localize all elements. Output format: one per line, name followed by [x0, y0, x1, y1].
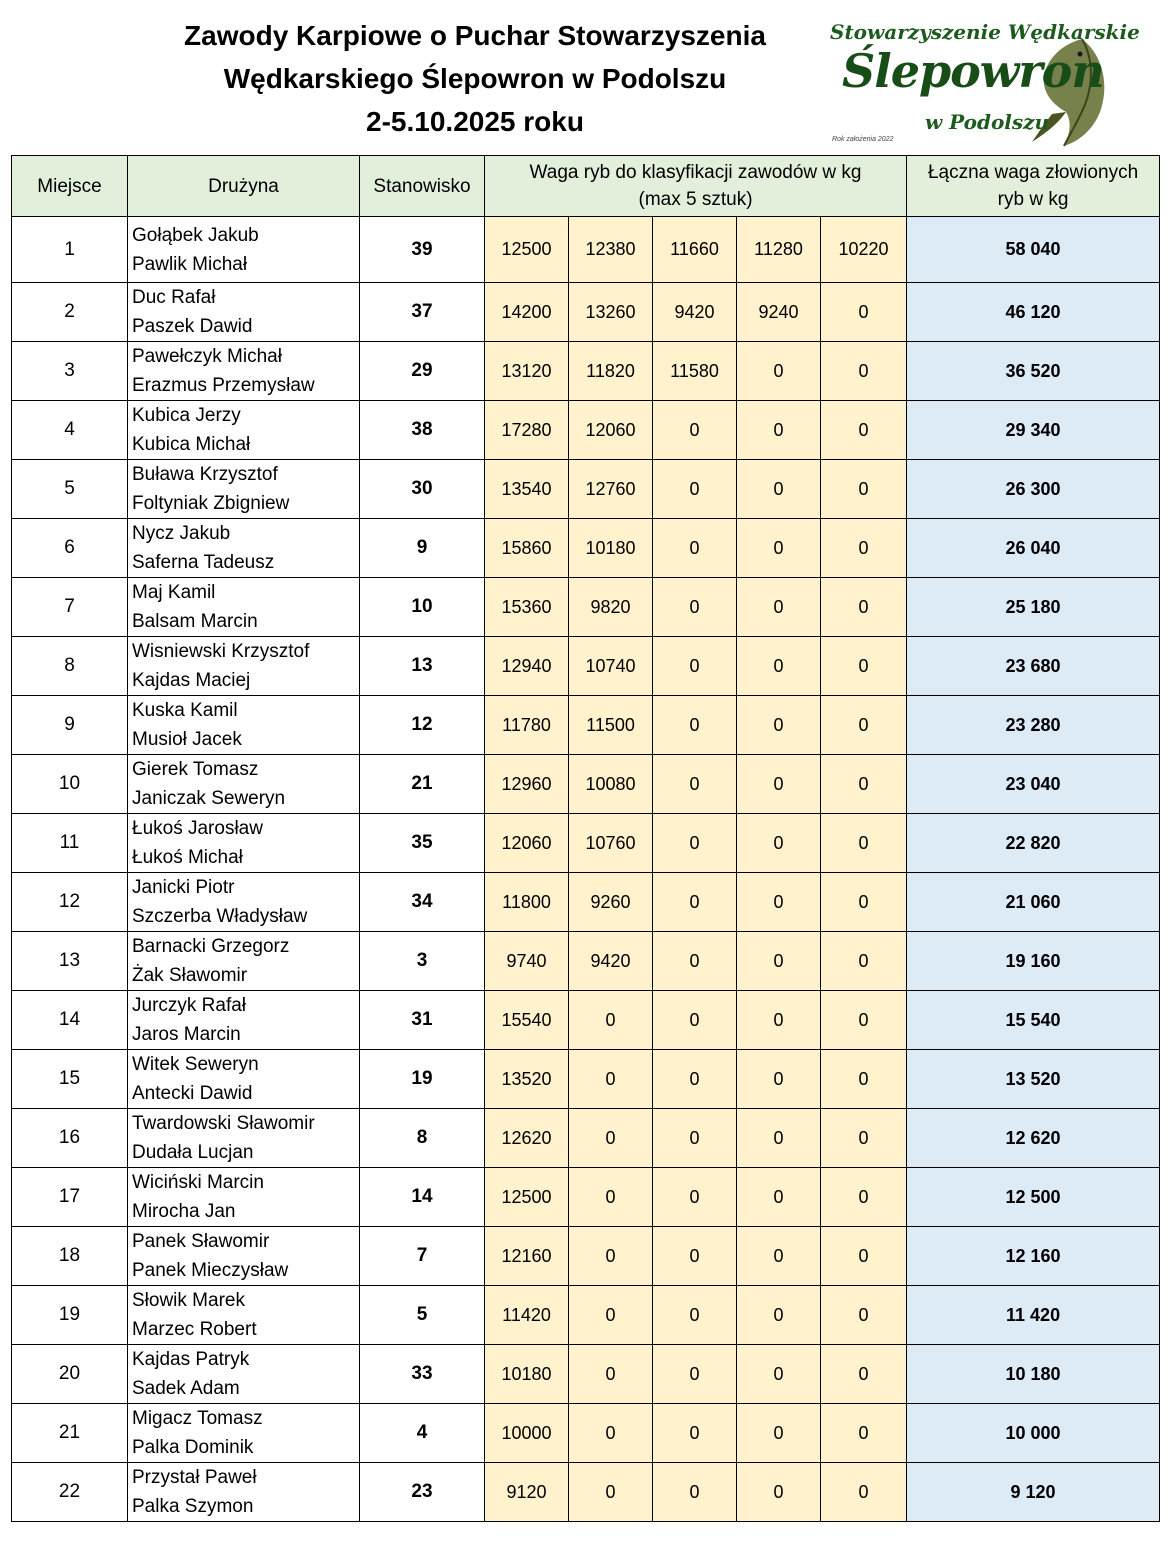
- team-member-2: Balsam Marcin: [132, 611, 258, 632]
- cell-place: 20: [12, 1345, 128, 1404]
- cell-place: 21: [12, 1404, 128, 1463]
- cell-weight-4: 0: [737, 932, 821, 991]
- cell-place: 13: [12, 932, 128, 991]
- cell-weight-4: 0: [737, 460, 821, 519]
- cell-stand: 23: [360, 1463, 485, 1522]
- cell-weight-2: 13260: [569, 283, 653, 342]
- team-member-2: Żak Sławomir: [132, 965, 248, 986]
- cell-weight-5: 0: [821, 1227, 907, 1286]
- cell-team: [128, 1109, 360, 1168]
- cell-weight-3: 0: [653, 696, 737, 755]
- cell-stand: 12: [360, 696, 485, 755]
- team-member-1: Migacz Tomasz: [132, 1408, 263, 1429]
- cell-weight-2: 9420: [569, 932, 653, 991]
- cell-stand: 8: [360, 1109, 485, 1168]
- cell-weight-5: 0: [821, 519, 907, 578]
- cell-team: [128, 637, 360, 696]
- cell-place: 8: [12, 637, 128, 696]
- cell-stand: 38: [360, 401, 485, 460]
- table-row: [12, 283, 1160, 342]
- cell-weight-4: 0: [737, 1345, 821, 1404]
- team-member-1: Twardowski Sławomir: [132, 1113, 315, 1134]
- team-member-2: Panek Mieczysław: [132, 1260, 289, 1281]
- cell-place: 2: [12, 283, 128, 342]
- cell-weight-3: 0: [653, 1109, 737, 1168]
- cell-weight-3: 0: [653, 873, 737, 932]
- team-member-2: Palka Dominik: [132, 1437, 254, 1458]
- cell-total: 36 520: [907, 342, 1160, 401]
- cell-stand: 31: [360, 991, 485, 1050]
- cell-weight-3: 11580: [653, 342, 737, 401]
- cell-total: 23 040: [907, 755, 1160, 814]
- cell-weight-4: 0: [737, 755, 821, 814]
- cell-weight-3: 0: [653, 1227, 737, 1286]
- cell-place: 16: [12, 1109, 128, 1168]
- team-member-1: Wisniewski Krzysztof: [132, 641, 310, 662]
- cell-place: 14: [12, 991, 128, 1050]
- cell-weight-5: 0: [821, 283, 907, 342]
- cell-weight-1: 12500: [485, 217, 569, 283]
- cell-weight-1: 12940: [485, 637, 569, 696]
- cell-weight-4: 0: [737, 1109, 821, 1168]
- cell-weight-4: 0: [737, 1050, 821, 1109]
- team-member-1: Panek Sławomir: [132, 1231, 270, 1252]
- team-member-1: Kajdas Patryk: [132, 1349, 250, 1370]
- table-header-row: [12, 156, 1160, 217]
- table-row: [12, 932, 1160, 991]
- team-member-1: Kuska Kamil: [132, 700, 238, 721]
- cell-total: 12 500: [907, 1168, 1160, 1227]
- cell-weight-4: 11280: [737, 217, 821, 283]
- cell-weight-1: 11800: [485, 873, 569, 932]
- cell-weight-5: 0: [821, 1404, 907, 1463]
- cell-weight-3: 0: [653, 1050, 737, 1109]
- cell-weight-4: 0: [737, 578, 821, 637]
- page-title: [110, 14, 840, 143]
- cell-weight-2: 0: [569, 1463, 653, 1522]
- table-row: [12, 460, 1160, 519]
- cell-stand: 3: [360, 932, 485, 991]
- cell-place: 11: [12, 814, 128, 873]
- team-member-1: Jurczyk Rafał: [132, 995, 247, 1016]
- association-logo: [822, 14, 1140, 144]
- header-total-line-2: ryb w kg: [997, 189, 1069, 210]
- cell-stand: 9: [360, 519, 485, 578]
- cell-weight-1: 12620: [485, 1109, 569, 1168]
- team-member-2: Kajdas Maciej: [132, 670, 251, 691]
- logo-founded: Rok założenia 2022: [832, 136, 894, 143]
- cell-place: 10: [12, 755, 128, 814]
- logo-line-3: w Podolszu: [924, 110, 1050, 134]
- cell-total: 22 820: [907, 814, 1160, 873]
- cell-weight-3: 0: [653, 1404, 737, 1463]
- cell-weight-1: 13120: [485, 342, 569, 401]
- cell-weight-4: 0: [737, 637, 821, 696]
- cell-weight-1: 12500: [485, 1168, 569, 1227]
- cell-team: [128, 217, 360, 283]
- cell-weight-5: 0: [821, 342, 907, 401]
- cell-weight-4: 0: [737, 1404, 821, 1463]
- cell-weight-5: 0: [821, 814, 907, 873]
- cell-total: 13 520: [907, 1050, 1160, 1109]
- cell-place: 5: [12, 460, 128, 519]
- cell-weight-3: 0: [653, 1345, 737, 1404]
- cell-weight-1: 12960: [485, 755, 569, 814]
- cell-place: 6: [12, 519, 128, 578]
- table-row: [12, 1463, 1160, 1522]
- cell-total: 9 120: [907, 1463, 1160, 1522]
- table-row: [12, 217, 1160, 283]
- cell-place: 9: [12, 696, 128, 755]
- cell-weight-5: 0: [821, 401, 907, 460]
- cell-weight-5: 0: [821, 1286, 907, 1345]
- cell-stand: 21: [360, 755, 485, 814]
- table-row: [12, 991, 1160, 1050]
- cell-team: [128, 578, 360, 637]
- cell-weight-1: 13520: [485, 1050, 569, 1109]
- cell-weight-2: 12060: [569, 401, 653, 460]
- cell-weight-1: 11780: [485, 696, 569, 755]
- cell-team: [128, 1050, 360, 1109]
- cell-stand: 30: [360, 460, 485, 519]
- cell-team: [128, 932, 360, 991]
- cell-total: 10 000: [907, 1404, 1160, 1463]
- header-weights-line-1: Waga ryb do klasyfikacji zawodów w kg: [529, 162, 862, 183]
- cell-place: 1: [12, 217, 128, 283]
- team-member-2: Pawlik Michał: [132, 253, 248, 275]
- cell-stand: 10: [360, 578, 485, 637]
- cell-weight-2: 0: [569, 1227, 653, 1286]
- team-member-1: Gołąbek Jakub: [132, 224, 259, 246]
- team-member-1: Pawełczyk Michał: [132, 346, 282, 367]
- team-member-1: Wiciński Marcin: [132, 1172, 264, 1193]
- cell-weight-2: 9260: [569, 873, 653, 932]
- table-row: [12, 1227, 1160, 1286]
- cell-weight-5: 0: [821, 1168, 907, 1227]
- cell-weight-3: 0: [653, 755, 737, 814]
- cell-weight-3: 11660: [653, 217, 737, 283]
- cell-team: [128, 401, 360, 460]
- table-row: [12, 755, 1160, 814]
- table-row: [12, 401, 1160, 460]
- cell-weight-5: 0: [821, 1463, 907, 1522]
- cell-weight-1: 10180: [485, 1345, 569, 1404]
- cell-total: 25 180: [907, 578, 1160, 637]
- cell-weight-1: 17280: [485, 401, 569, 460]
- cell-team: [128, 1286, 360, 1345]
- team-member-1: Nycz Jakub: [132, 523, 231, 544]
- cell-total: 21 060: [907, 873, 1160, 932]
- cell-place: 17: [12, 1168, 128, 1227]
- cell-stand: 5: [360, 1286, 485, 1345]
- table-row: [12, 637, 1160, 696]
- cell-stand: 13: [360, 637, 485, 696]
- cell-weight-4: 9240: [737, 283, 821, 342]
- cell-weight-2: 11500: [569, 696, 653, 755]
- cell-stand: 35: [360, 814, 485, 873]
- cell-weight-5: 0: [821, 991, 907, 1050]
- cell-weight-5: 0: [821, 578, 907, 637]
- cell-weight-2: 9820: [569, 578, 653, 637]
- cell-weight-5: 0: [821, 1109, 907, 1168]
- team-member-2: Łukoś Michał: [132, 847, 243, 868]
- cell-weight-2: 11820: [569, 342, 653, 401]
- table-row: [12, 1404, 1160, 1463]
- results-table: [11, 155, 1160, 1522]
- table-row: [12, 696, 1160, 755]
- table-row: [12, 519, 1160, 578]
- cell-weight-3: 0: [653, 519, 737, 578]
- cell-team: [128, 991, 360, 1050]
- cell-weight-1: 12160: [485, 1227, 569, 1286]
- cell-weight-4: 0: [737, 342, 821, 401]
- cell-weight-5: 0: [821, 460, 907, 519]
- header-place: Miejsce: [12, 156, 128, 217]
- team-member-2: Jaros Marcin: [132, 1024, 241, 1045]
- team-member-1: Janicki Piotr: [132, 877, 235, 898]
- logo-line-2: Ślepowron: [842, 44, 1104, 98]
- header-weights: [485, 156, 907, 217]
- cell-weight-2: 10740: [569, 637, 653, 696]
- team-member-2: Sadek Adam: [132, 1378, 240, 1399]
- team-member-1: Przystał Paweł: [132, 1467, 257, 1488]
- cell-total: 15 540: [907, 991, 1160, 1050]
- header-stand: Stanowisko: [360, 156, 485, 217]
- cell-weight-2: 12760: [569, 460, 653, 519]
- team-member-1: Maj Kamil: [132, 582, 216, 603]
- cell-stand: 14: [360, 1168, 485, 1227]
- team-member-2: Szczerba Władysław: [132, 906, 308, 927]
- team-member-2: Saferna Tadeusz: [132, 552, 275, 573]
- team-member-1: Słowik Marek: [132, 1290, 245, 1311]
- cell-total: 46 120: [907, 283, 1160, 342]
- cell-weight-3: 9420: [653, 283, 737, 342]
- cell-weight-3: 0: [653, 637, 737, 696]
- cell-weight-3: 0: [653, 1463, 737, 1522]
- table-row: [12, 1168, 1160, 1227]
- header-total-line-1: Łączna waga złowionych: [927, 162, 1139, 183]
- team-member-1: Witek Seweryn: [132, 1054, 259, 1075]
- cell-weight-2: 10080: [569, 755, 653, 814]
- cell-team: [128, 519, 360, 578]
- team-member-1: Łukoś Jarosław: [132, 818, 263, 839]
- team-member-1: Barnacki Grzegorz: [132, 936, 290, 957]
- cell-place: 22: [12, 1463, 128, 1522]
- cell-stand: 29: [360, 342, 485, 401]
- cell-place: 15: [12, 1050, 128, 1109]
- cell-weight-3: 0: [653, 460, 737, 519]
- team-member-1: Gierek Tomasz: [132, 759, 259, 780]
- cell-weight-3: 0: [653, 578, 737, 637]
- cell-weight-5: 0: [821, 637, 907, 696]
- cell-weight-3: 0: [653, 932, 737, 991]
- cell-stand: 34: [360, 873, 485, 932]
- cell-team: [128, 814, 360, 873]
- cell-weight-1: 15540: [485, 991, 569, 1050]
- table-row: [12, 1050, 1160, 1109]
- cell-team: [128, 696, 360, 755]
- cell-weight-2: 0: [569, 1286, 653, 1345]
- cell-team: [128, 1227, 360, 1286]
- cell-weight-5: 0: [821, 1050, 907, 1109]
- cell-place: 19: [12, 1286, 128, 1345]
- header-weights-line-2: (max 5 sztuk): [638, 189, 753, 210]
- cell-weight-1: 12060: [485, 814, 569, 873]
- cell-weight-1: 10000: [485, 1404, 569, 1463]
- header-team: Drużyna: [128, 156, 360, 217]
- cell-weight-1: 11420: [485, 1286, 569, 1345]
- cell-weight-4: 0: [737, 401, 821, 460]
- cell-stand: 19: [360, 1050, 485, 1109]
- cell-team: [128, 1168, 360, 1227]
- cell-team: [128, 342, 360, 401]
- title-line-1: Zawody Karpiowe o Puchar Stowarzyszenia: [184, 20, 766, 51]
- cell-place: 12: [12, 873, 128, 932]
- cell-total: 23 680: [907, 637, 1160, 696]
- cell-team: [128, 873, 360, 932]
- cell-weight-1: 15360: [485, 578, 569, 637]
- cell-stand: 39: [360, 217, 485, 283]
- team-member-2: Marzec Robert: [132, 1319, 257, 1340]
- cell-weight-3: 0: [653, 814, 737, 873]
- cell-weight-5: 0: [821, 932, 907, 991]
- cell-total: 19 160: [907, 932, 1160, 991]
- team-member-2: Musioł Jacek: [132, 729, 242, 750]
- cell-total: 12 620: [907, 1109, 1160, 1168]
- table-row: [12, 578, 1160, 637]
- team-member-1: Kubica Jerzy: [132, 405, 241, 426]
- cell-team: [128, 1345, 360, 1404]
- cell-total: 11 420: [907, 1286, 1160, 1345]
- cell-total: 26 300: [907, 460, 1160, 519]
- team-member-2: Foltyniak Zbigniew: [132, 493, 290, 514]
- cell-weight-4: 0: [737, 696, 821, 755]
- title-line-3: 2-5.10.2025 roku: [366, 106, 584, 137]
- cell-weight-2: 12380: [569, 217, 653, 283]
- cell-total: 29 340: [907, 401, 1160, 460]
- header-total: [907, 156, 1160, 217]
- cell-total: 10 180: [907, 1345, 1160, 1404]
- cell-team: [128, 1463, 360, 1522]
- team-member-1: Duc Rafał: [132, 287, 216, 308]
- cell-weight-2: 0: [569, 1404, 653, 1463]
- cell-total: 26 040: [907, 519, 1160, 578]
- table-row: [12, 1109, 1160, 1168]
- cell-weight-4: 0: [737, 1168, 821, 1227]
- cell-team: [128, 283, 360, 342]
- cell-weight-2: 0: [569, 1109, 653, 1168]
- cell-total: 12 160: [907, 1227, 1160, 1286]
- team-member-2: Kubica Michał: [132, 434, 251, 455]
- cell-place: 4: [12, 401, 128, 460]
- cell-weight-3: 0: [653, 991, 737, 1050]
- table-row: [12, 1286, 1160, 1345]
- cell-weight-4: 0: [737, 519, 821, 578]
- cell-weight-2: 0: [569, 1168, 653, 1227]
- table-row: [12, 1345, 1160, 1404]
- table-row: [12, 873, 1160, 932]
- cell-team: [128, 755, 360, 814]
- cell-place: 7: [12, 578, 128, 637]
- team-member-2: Antecki Dawid: [132, 1083, 253, 1104]
- cell-total: 23 280: [907, 696, 1160, 755]
- cell-weight-3: 0: [653, 1168, 737, 1227]
- cell-stand: 7: [360, 1227, 485, 1286]
- cell-weight-2: 0: [569, 1345, 653, 1404]
- cell-weight-1: 9740: [485, 932, 569, 991]
- cell-place: 3: [12, 342, 128, 401]
- cell-weight-5: 10220: [821, 217, 907, 283]
- cell-weight-2: 10760: [569, 814, 653, 873]
- team-member-2: Janiczak Seweryn: [132, 788, 286, 809]
- team-member-2: Paszek Dawid: [132, 316, 253, 337]
- cell-weight-5: 0: [821, 873, 907, 932]
- cell-place: 18: [12, 1227, 128, 1286]
- table-row: [12, 814, 1160, 873]
- cell-weight-3: 0: [653, 401, 737, 460]
- cell-weight-3: 0: [653, 1286, 737, 1345]
- logo-line-1: Stowarzyszenie Wędkarskie: [830, 20, 1140, 44]
- cell-weight-2: 10180: [569, 519, 653, 578]
- cell-weight-4: 0: [737, 873, 821, 932]
- team-member-1: Buława Krzysztof: [132, 464, 278, 485]
- cell-stand: 33: [360, 1345, 485, 1404]
- cell-weight-2: 0: [569, 991, 653, 1050]
- cell-weight-4: 0: [737, 814, 821, 873]
- table-row: [12, 342, 1160, 401]
- cell-weight-4: 0: [737, 1463, 821, 1522]
- cell-team: [128, 460, 360, 519]
- cell-stand: 4: [360, 1404, 485, 1463]
- cell-weight-1: 9120: [485, 1463, 569, 1522]
- cell-stand: 37: [360, 283, 485, 342]
- team-member-2: Mirocha Jan: [132, 1201, 236, 1222]
- team-member-2: Dudała Lucjan: [132, 1142, 254, 1163]
- title-line-2: Wędkarskiego Ślepowron w Podolszu: [223, 63, 727, 94]
- cell-team: [128, 1404, 360, 1463]
- team-member-2: Erazmus Przemysław: [132, 375, 315, 396]
- cell-weight-1: 15860: [485, 519, 569, 578]
- cell-weight-4: 0: [737, 1286, 821, 1345]
- cell-weight-5: 0: [821, 1345, 907, 1404]
- cell-weight-1: 14200: [485, 283, 569, 342]
- cell-weight-1: 13540: [485, 460, 569, 519]
- cell-total: 58 040: [907, 217, 1160, 283]
- team-member-2: Palka Szymon: [132, 1496, 254, 1517]
- cell-weight-4: 0: [737, 991, 821, 1050]
- cell-weight-5: 0: [821, 755, 907, 814]
- cell-weight-4: 0: [737, 1227, 821, 1286]
- cell-weight-5: 0: [821, 696, 907, 755]
- cell-weight-2: 0: [569, 1050, 653, 1109]
